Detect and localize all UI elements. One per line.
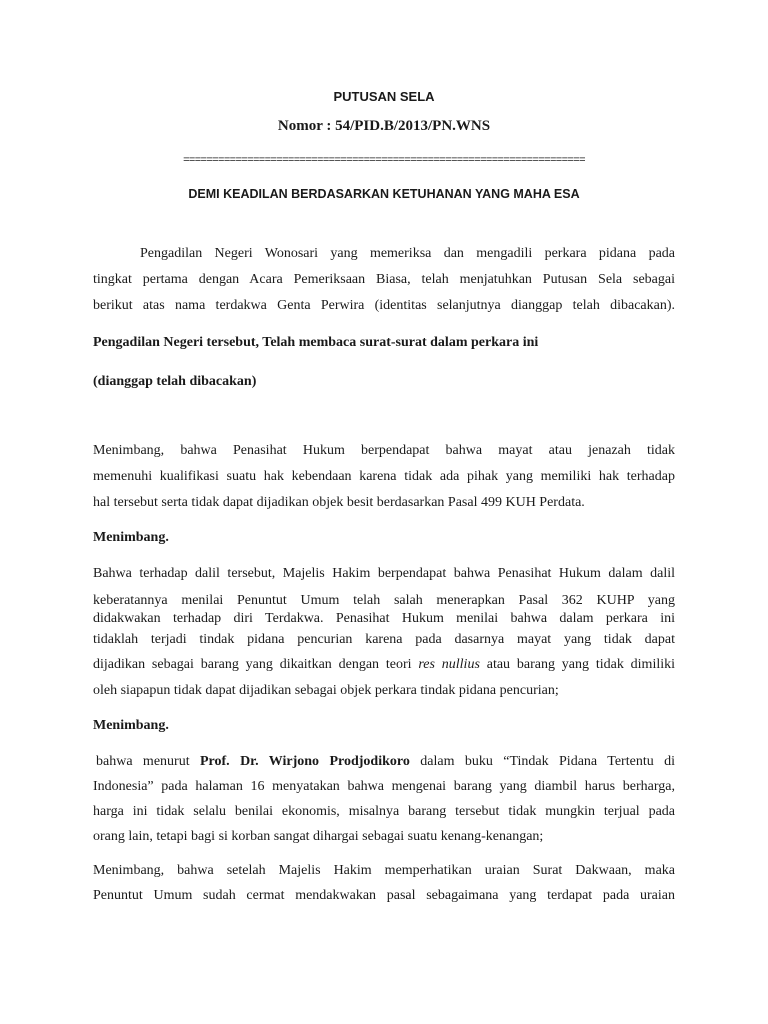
consider2-line-5-b: atau barang yang tidak dimiliki: [486, 657, 675, 672]
consider2-line-1: Bahwa terhadap dalil tersebut, Majelis Hakim berpendapat bahwa Penasihat Hukum dalam dalil: [93, 566, 675, 581]
consider3-line-1-a: bahwa menurut: [96, 754, 190, 769]
consider4-line-2: Penuntut Umum sudah cermat mendakwakan pasal sebagaimana yang terdapat pada uraian: [93, 888, 675, 903]
consider3-line-4: orang lain, tetapi bagi si korban sangat dihargai sebagai suatu kenang-kenangan;: [93, 829, 544, 844]
menimbang-heading-1: Menimbang.: [93, 530, 169, 545]
author-name: Prof. Dr. Wirjono Prodjodikoro: [200, 754, 410, 769]
consider3-line-2: Indonesia” pada halaman 16 menyatakan bahwa mengenai barang yang diambil harus berharga,: [93, 779, 675, 794]
intro-line-3: berikut atas nama terdakwa Genta Perwira (identitas selanjutnya dianggap telah dibacakan).: [93, 298, 675, 313]
consider1-line-2: memenuhi kualifikasi suatu hak kebendaan karena tidak ada pihak yang memiliki hak terhadap: [93, 469, 675, 484]
consider2-line-3: didakwakan terhadap diri Terdakwa. Penasihat Hukum menilai bahwa dalam perkara ini: [93, 611, 675, 626]
legal-term-res-nullius: res nullius: [418, 657, 480, 672]
case-number: Nomor : 54/PID.B/2013/PN.WNS: [277, 118, 491, 134]
consider3-line-3: harga ini tidak selalu benilai ekonomis, misalnya barang tersebut tidak mungkin terjual pada: [93, 804, 675, 819]
menimbang-heading-2: Menimbang.: [93, 718, 169, 733]
consider2-line-2: keberatannya menilai Penuntut Umum telah salah menerapkan Pasal 362 KUHP yang: [93, 593, 675, 608]
document-title: PUTUSAN SELA: [333, 89, 435, 104]
consider2-line-5-a: dijadikan sebagai barang yang dikaitkan dengan teori: [93, 657, 412, 672]
consider1-line-3: hal tersebut serta tidak dapat dijadikan objek besit berdasarkan Pasal 499 KUH Perdata.: [93, 495, 585, 510]
court-read-line-1: Pengadilan Negeri tersebut, Telah membaca surat-surat dalam perkara ini: [93, 335, 539, 350]
intro-line-1: Pengadilan Negeri Wonosari yang memeriksa dan mengadili perkara pidana pada: [140, 246, 675, 261]
consider1-line-1: [93, 443, 675, 459]
consider4-line-1: Menimbang, bahwa setelah Majelis Hakim memperhatikan uraian Surat Dakwaan, maka: [93, 863, 675, 878]
intro-line-2: tingkat pertama dengan Acara Pemeriksaan Biasa, telah menjatuhkan Putusan Sela sebagai: [93, 272, 675, 287]
consider3-line-1-b: dalam buku “Tindak Pidana Tertentu di: [420, 754, 675, 769]
court-read-line-2: (dianggap telah dibacakan): [93, 374, 257, 389]
separator-line: =====================================================================: [183, 154, 585, 166]
consider2-line-6: oleh siapapun tidak dapat dijadikan sebagai objek perkara tindak pidana pencurian;: [93, 683, 559, 698]
consider2-line-4: tidaklah terjadi tindak pidana pencurian karena pada dasarnya mayat yang tidak dapat: [93, 632, 675, 647]
consider2-line-5: [93, 657, 675, 673]
consider1-line-1-a: Menimbang, bahwa Penasihat Hukum berpendapat bahwa: [93, 443, 483, 458]
motto-heading: DEMI KEADILAN BERDASARKAN KETUHANAN YANG MAHA ESA: [188, 187, 580, 201]
consider3-line-1: [96, 754, 675, 770]
consider1-line-1-b: mayat atau jenazah tidak: [498, 443, 676, 458]
